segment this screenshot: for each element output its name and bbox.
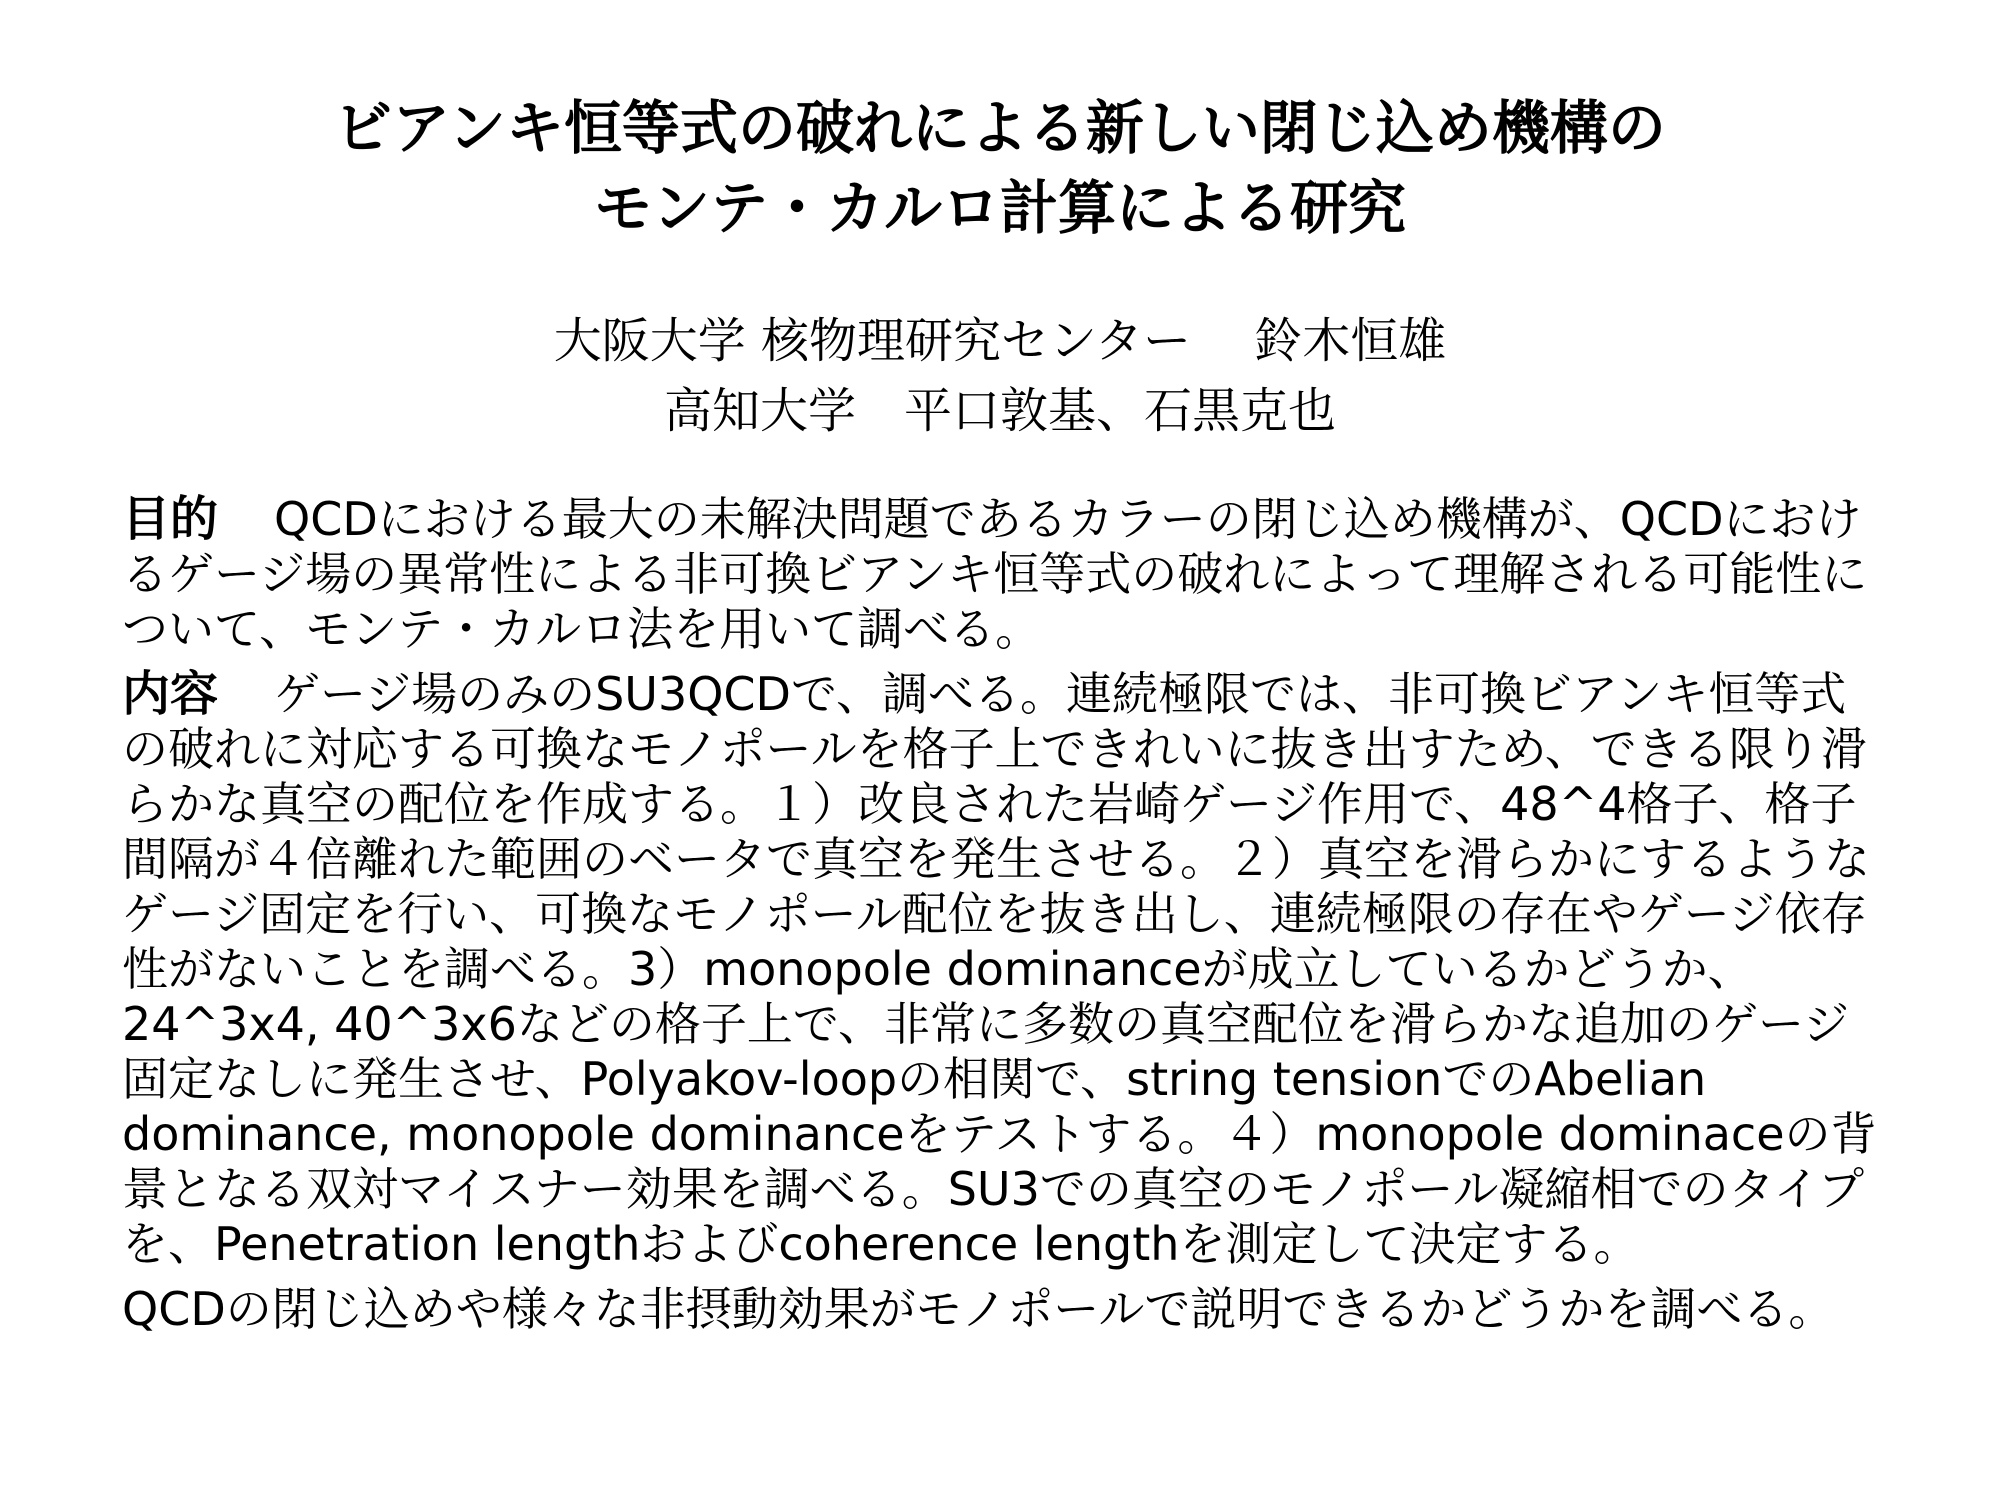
content-label: 内容: [122, 666, 219, 722]
author-line-1: 大阪大学 核物理研究センター 鈴木恒雄: [553, 313, 1447, 369]
title-line-2: モンテ・カルロ計算による研究: [593, 174, 1406, 242]
content-text: ゲージ場のみのSU3QCDで、調べる。連続極限では、非可換ビアンキ恒等式の破れに対応する可換なモノポールを格子上できれいに抜き出すため、できる限り滑らかな真空の配位を作成する。１）改良された岩崎ゲージ作用で、48^4格子、格子間隔が４倍離れた範囲のベータで真空を発生させる。２）真空を滑らかにするようなゲージ固定を行い、可換なモノポール配位を抜き出し、連続極限の存在やゲージ依存性がないことを調べる。3）monopole dominanceが成立しているかどうか、24^3x4, 40^3x6などの格子上で、非常に多数の真空配位を滑らかな追加のゲージ固定なしに発生させ、Polyakov-loopの相関で、string tensionでのAbelian dominance, monopole dominanceをテストする。４）monopole dominaceの背景となる双対マイスナー効果を調べる。SU3での真空のモノポール凝縮相でのタイプを、Penetration lengthおよびcoherence lengthを測定して決定する。: [122, 667, 1877, 1271]
purpose-text: QCDにおける最大の未解決問題であるカラーの閉じ込め機構が、QCDにおけるゲージ場の異常性による非可換ビアンキ恒等式の破れによって理解される可能性について、モンテ・カルロ法を用いて調べる。: [122, 492, 1868, 656]
conclusion-text: QCDの閉じ込めや様々な非摂動効果がモノポールで説明できるかどうかを調べる。: [122, 1282, 1835, 1336]
content-paragraph: [122, 667, 1882, 1272]
body-text: [122, 492, 1882, 1347]
title-line-1: ビアンキ恒等式の破れによる新しい閉じ込め機構の: [334, 94, 1666, 162]
author-block: [100, 306, 1900, 446]
purpose-label: 目的: [122, 491, 219, 547]
author-line-2: 高知大学 平口敦基、石黒克也: [663, 383, 1336, 439]
page-title: [100, 88, 1900, 248]
conclusion-paragraph: [122, 1282, 1882, 1337]
purpose-paragraph: [122, 492, 1882, 657]
